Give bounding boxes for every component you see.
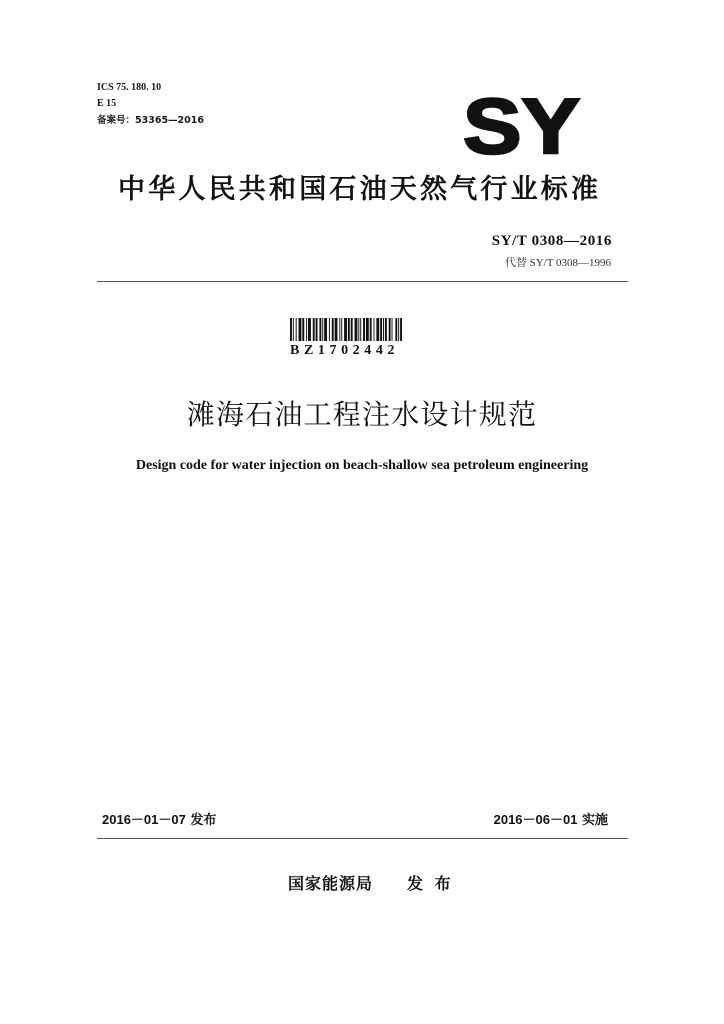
record-number: 备案号：53365—2016 xyxy=(97,115,204,126)
barcode-bar xyxy=(360,318,361,341)
barcode-bar xyxy=(366,318,369,341)
barcode-bar xyxy=(299,318,302,341)
divider-bottom xyxy=(97,838,628,839)
barcode-bar xyxy=(344,318,347,341)
publisher-label: 发 布 xyxy=(407,874,454,893)
sy-logo-text: SY xyxy=(463,94,580,158)
barcode-bars xyxy=(290,318,402,341)
barcode-bar xyxy=(400,318,402,341)
barcode-number: BZ1702442 xyxy=(290,343,400,358)
barcode-bar xyxy=(392,318,393,341)
issue-date-label: 发布 xyxy=(190,813,217,828)
barcode-bar xyxy=(290,318,292,341)
barcode-bar xyxy=(319,318,321,341)
publisher-name: 国家能源局 xyxy=(288,874,374,893)
sy-logo xyxy=(460,94,586,158)
barcode-bar xyxy=(332,318,334,341)
barcode-bar xyxy=(389,318,391,341)
barcode-bar xyxy=(395,318,397,341)
barcode-bar xyxy=(358,318,359,341)
barcode-bar xyxy=(351,318,353,341)
implementation-date xyxy=(494,812,608,829)
document-title-english: Design code for water injection on beach-shallow sea petroleum engineering xyxy=(135,458,589,473)
barcode-bar xyxy=(322,318,323,341)
issue-date-value: 2016－01－07 xyxy=(102,812,186,827)
barcode-bar xyxy=(306,318,307,341)
barcode-bar xyxy=(374,318,375,341)
standard-number: SY/T 0308—2016 xyxy=(491,233,612,249)
barcode-bar xyxy=(324,318,327,341)
standard-category-title: 中华人民共和国石油天然气行业标准 xyxy=(118,174,602,205)
barcode-bar xyxy=(293,318,294,341)
barcode-bar xyxy=(308,318,311,341)
barcode-bar xyxy=(385,318,387,341)
barcode-bar xyxy=(296,318,297,341)
ics-code: ICS 75. 180. 10 xyxy=(97,82,162,93)
ccs-code: E 15 xyxy=(97,98,117,109)
barcode-bar xyxy=(383,318,384,341)
barcode-bar xyxy=(316,318,318,341)
implementation-date-value: 2016－06－01 xyxy=(493,812,578,827)
issue-date xyxy=(102,812,216,829)
barcode-bar xyxy=(313,318,315,341)
barcode-bar xyxy=(376,318,379,341)
barcode-bar xyxy=(348,318,350,341)
barcode-bar xyxy=(329,318,330,341)
barcode-bar xyxy=(370,318,372,341)
barcode-bar xyxy=(380,318,382,341)
barcode-bar xyxy=(339,318,340,341)
barcode-bar xyxy=(363,318,365,341)
barcode-bar xyxy=(355,318,358,341)
barcode-bar xyxy=(302,318,304,341)
implementation-date-label: 实施 xyxy=(581,813,608,828)
divider-top xyxy=(97,281,628,282)
replaces-standard: 代替 SY/T 0308—1996 xyxy=(504,257,611,269)
barcode-bar xyxy=(341,318,342,341)
barcode-bar xyxy=(335,318,338,341)
barcode-bar xyxy=(398,318,399,341)
document-title-chinese: 滩海石油工程注水设计规范 xyxy=(186,398,538,431)
